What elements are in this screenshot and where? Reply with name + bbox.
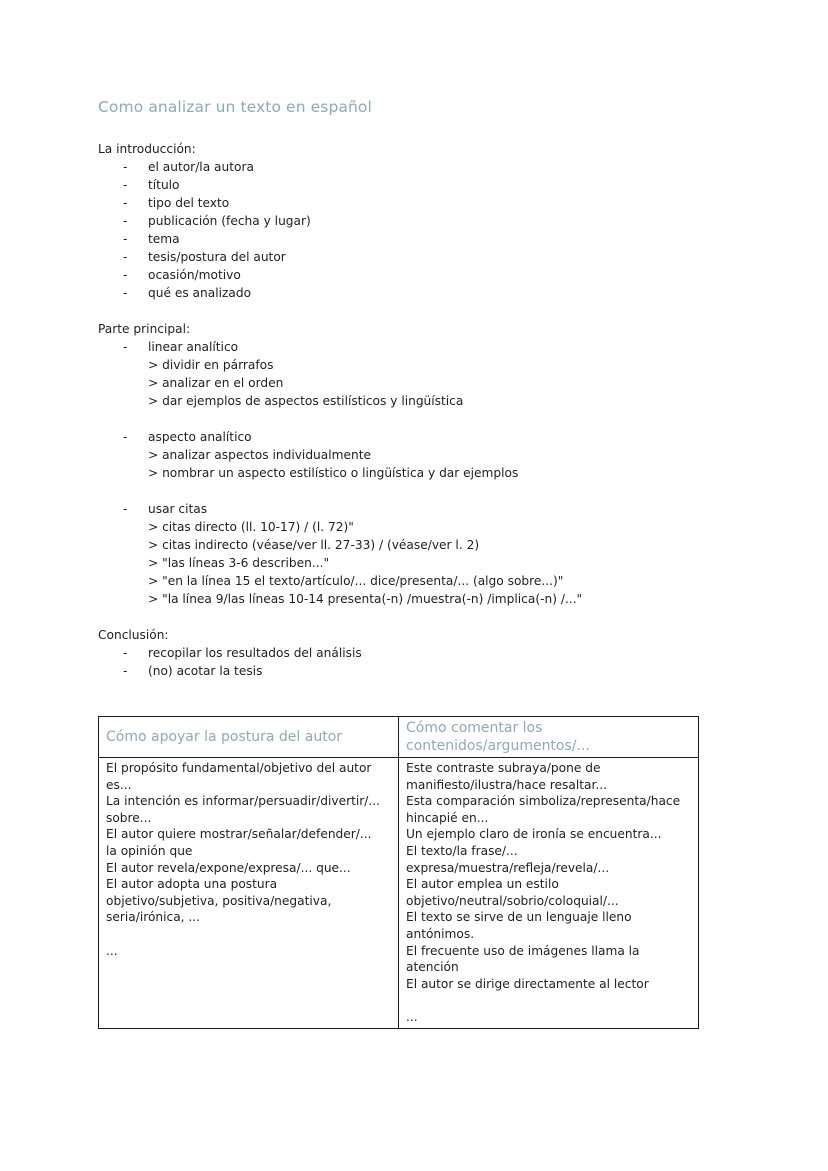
dash-bullet: -	[123, 664, 128, 678]
list-item-text: linear analítico	[148, 340, 239, 354]
cell-line: El texto se sirve de un lenguaje lleno	[406, 910, 632, 925]
cell-line: manifiesto/ilustra/hace resaltar...	[406, 777, 607, 792]
section-label: La introducción:	[98, 142, 196, 156]
sub-item: > dividir en párrafos	[148, 358, 274, 372]
sub-item: > analizar aspectos individualmente	[148, 448, 371, 462]
list-item-text: aspecto analítico	[148, 430, 252, 444]
dash-bullet: -	[123, 196, 128, 210]
list-item	[98, 338, 582, 356]
cell-line: El frecuente uso de imágenes llama la	[406, 943, 640, 958]
sub-item: > citas indirecto (véase/ver ll. 27-33) / (véase/ver l. 2)	[148, 538, 480, 552]
list-item-text: tipo del texto	[148, 196, 230, 210]
list-item	[98, 158, 311, 176]
introduccion-list	[98, 158, 311, 302]
cell-line: Esta comparación simboliza/representa/hace	[406, 794, 681, 809]
sub-item: > "las líneas 3-6 describen..."	[148, 556, 330, 570]
sub-item: > nombrar un aspecto estilístico o lingüística y dar ejemplos	[148, 466, 519, 480]
dash-bullet: -	[123, 250, 128, 264]
cell-line: El texto/la frase/...	[406, 843, 518, 858]
conclusion-list	[98, 644, 362, 680]
sub-item: > dar ejemplos de aspectos estilísticos y lingüística	[148, 394, 464, 408]
list-item	[98, 500, 582, 518]
cell-line: sobre...	[106, 810, 152, 825]
cell-line: objetivo/neutral/sobrio/coloquial/...	[406, 893, 619, 908]
principal-list	[98, 338, 582, 356]
table-cell-contenidos	[399, 758, 699, 1029]
table-cell-postura	[99, 758, 399, 1029]
list-item	[98, 194, 311, 212]
cell-line: objetivo/subjetiva, positiva/negativa,	[106, 893, 332, 908]
cell-line: es...	[106, 777, 132, 792]
list-item-text: ocasión/motivo	[148, 268, 241, 282]
list-item	[98, 428, 582, 446]
table-header-cell	[399, 717, 699, 758]
list-item-text: tema	[148, 232, 180, 246]
table-row	[99, 758, 699, 1029]
cell-line: El autor revela/expone/expresa/... que...	[106, 860, 351, 875]
dash-bullet: -	[123, 430, 128, 444]
list-item	[98, 212, 311, 230]
section-introduccion	[98, 140, 311, 302]
list-item-text: usar citas	[148, 502, 208, 516]
sub-item: > citas directo (ll. 10-17) / (l. 72)"	[148, 520, 354, 534]
table-header-cell: Cómo apoyar la postura del autor	[99, 717, 399, 758]
principal-list	[98, 500, 582, 518]
sub-item: > "en la línea 15 el texto/artículo/... dice/presenta/... (algo sobre...)"	[148, 574, 564, 588]
dash-bullet: -	[123, 232, 128, 246]
cell-line: atención	[406, 960, 459, 975]
list-item-text: recopilar los resultados del análisis	[148, 646, 362, 660]
section-label: Conclusión:	[98, 628, 169, 642]
cell-line: El propósito fundamental/objetivo del autor	[106, 761, 372, 775]
list-item-text: el autor/la autora	[148, 160, 254, 174]
cell-line: El autor se dirige directamente al lector	[406, 976, 649, 991]
cell-line: La intención es informar/persuadir/divertir/...	[106, 794, 380, 809]
cell-line: la opinión que	[106, 843, 193, 858]
list-item-text: (no) acotar la tesis	[148, 664, 263, 678]
cell-line: hincapié en...	[406, 810, 489, 825]
dash-bullet: -	[123, 214, 128, 228]
cell-line: ...	[106, 943, 118, 958]
section-conclusion	[98, 626, 362, 680]
cell-line: El autor adopta una postura	[106, 877, 278, 892]
list-item	[98, 266, 311, 284]
cell-line: ...	[406, 1009, 418, 1024]
list-item	[98, 248, 311, 266]
cell-line: Un ejemplo claro de ironía se encuentra...	[406, 827, 662, 842]
list-item	[98, 284, 311, 302]
list-item-text: título	[148, 178, 180, 192]
table-header-row	[99, 717, 699, 758]
cell-line: El autor emplea un estilo	[406, 877, 559, 892]
header-line: Cómo comentar los	[406, 720, 543, 736]
dash-bullet: -	[123, 268, 128, 282]
list-item	[98, 644, 362, 662]
cell-blank	[406, 992, 691, 1009]
list-item	[98, 176, 311, 194]
list-item-text: tesis/postura del autor	[148, 250, 286, 264]
phrases-table	[98, 716, 699, 1029]
cell-line: Este contraste subraya/pone de	[406, 761, 601, 775]
dash-bullet: -	[123, 286, 128, 300]
sub-item: > analizar en el orden	[148, 376, 284, 390]
dash-bullet: -	[123, 502, 128, 516]
document-title: Como analizar un texto en español	[98, 98, 372, 116]
sub-item: > "la línea 9/las líneas 10-14 presenta(-n) /muestra(-n) /implica(-n) /..."	[148, 592, 583, 606]
cell-blank	[106, 926, 391, 943]
dash-bullet: -	[123, 160, 128, 174]
principal-list	[98, 428, 582, 446]
cell-line: expresa/muestra/refleja/revela/...	[406, 860, 610, 875]
dash-bullet: -	[123, 646, 128, 660]
dash-bullet: -	[123, 178, 128, 192]
cell-line: antónimos.	[406, 926, 475, 941]
list-item	[98, 662, 362, 680]
list-item	[98, 230, 311, 248]
cell-line: seria/irónica, ...	[106, 910, 201, 925]
list-item-text: publicación (fecha y lugar)	[148, 214, 311, 228]
list-item-text: qué es analizado	[148, 286, 252, 300]
header-line: contenidos/argumentos/...	[406, 738, 590, 754]
dash-bullet: -	[123, 340, 128, 354]
cell-line: El autor quiere mostrar/señalar/defender/...	[106, 827, 372, 842]
section-parte-principal	[98, 320, 582, 608]
section-label: Parte principal:	[98, 322, 191, 336]
